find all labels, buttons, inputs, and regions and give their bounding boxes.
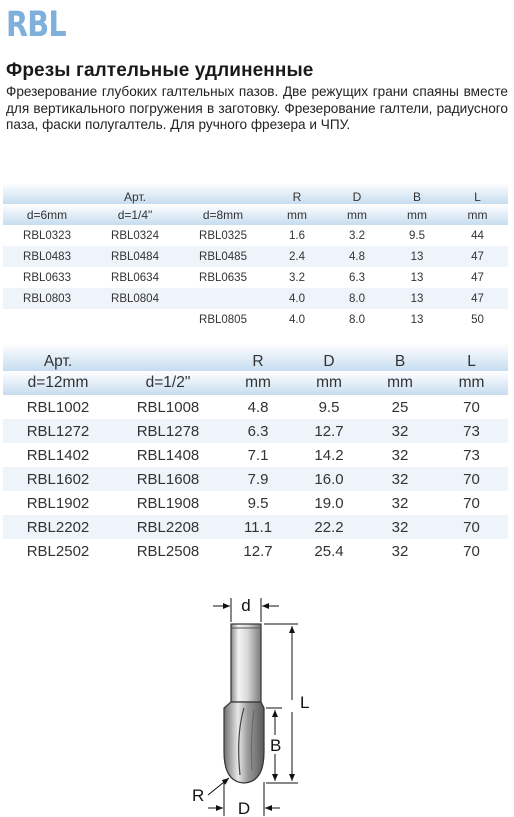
table-cell: RBL0485 — [179, 246, 267, 267]
table-cell: 4.0 — [289, 313, 305, 326]
header-L: L — [447, 183, 508, 204]
table-cell: RBL2202 — [3, 515, 113, 539]
dimension-L — [264, 624, 309, 783]
table-cell: 9.5 — [318, 398, 340, 416]
table-cell: 9.5 — [409, 229, 425, 242]
table-cell: 32 — [391, 446, 409, 464]
shank-shape — [231, 624, 261, 702]
table-cell: 32 — [365, 419, 435, 443]
table-cell: 47 — [447, 246, 508, 267]
table-cell: 13 — [410, 271, 424, 284]
table-cell: RBL0323 — [23, 229, 71, 242]
table-cell: RBL1278 — [113, 419, 223, 443]
table-cell: 70 — [463, 542, 480, 560]
table-cell: RBL0805 — [199, 313, 247, 326]
table-cell: RBL1602 — [3, 467, 113, 491]
table-cell: RBL1008 — [136, 398, 200, 416]
table-cell: RBL1408 — [136, 446, 200, 464]
table-cell: 2.4 — [267, 246, 327, 267]
unit-cell: mm — [293, 371, 365, 395]
header-R: R — [267, 183, 327, 204]
dimension-D — [208, 782, 280, 817]
table-cell: 47 — [471, 271, 484, 284]
unit-cell: mm — [267, 204, 327, 225]
header-d12: d=12mm — [3, 371, 113, 395]
label-d: d — [241, 596, 251, 615]
table-cell: RBL1402 — [26, 446, 90, 464]
table-cell: RBL0324 — [111, 229, 159, 242]
table-cell: 70 — [435, 515, 508, 539]
table-cell: RBL0633 — [23, 271, 71, 284]
dimension-B — [266, 708, 282, 781]
label-B: B — [270, 736, 282, 755]
table-cell: RBL0325 — [199, 229, 247, 242]
table-cell: 3.2 — [349, 229, 365, 242]
table-cell: RBL2502 — [26, 542, 90, 560]
unit-cell: mm — [447, 204, 508, 225]
product-description: Фрезерование глубоких галтельных пазов. Две режущих грани спаяны вместе для вертикального погружения в заготовку. Фрезерование галтели, радиусного паза, фаски полугалтель. Для ручного фрезера и ЧПУ. — [6, 84, 508, 132]
table-cell: 7.9 — [223, 467, 293, 491]
header-D: D — [327, 183, 387, 204]
table-cell: 4.8 — [327, 246, 387, 267]
table-cell: 73 — [435, 419, 508, 443]
table-cell: RBL1908 — [136, 494, 200, 512]
dimension-d — [213, 596, 279, 622]
table-cell: RBL0635 — [199, 271, 247, 284]
table-cell: 25 — [391, 398, 409, 416]
table-cell: 22.2 — [293, 515, 365, 539]
label-L: L — [300, 693, 310, 712]
page-title: Фрезы галтельные удлиненные — [6, 60, 314, 81]
table-cell: RBL0634 — [111, 271, 159, 284]
dimension-R — [192, 778, 229, 805]
table-cell: 32 — [391, 542, 409, 560]
table-cell: 13 — [387, 288, 447, 309]
table-cell: 13 — [387, 246, 447, 267]
unit-cell: mm — [387, 204, 447, 225]
label-D: D — [237, 799, 251, 817]
header-B: B — [387, 183, 447, 204]
table-cell: 16.0 — [293, 467, 365, 491]
table-cell: 32 — [365, 467, 435, 491]
table-cell: 12.7 — [293, 419, 365, 443]
art-label: Арт. — [3, 343, 113, 371]
table-cell: 6.3 — [223, 419, 293, 443]
header-D: D — [293, 343, 365, 371]
table-cell: RBL0804 — [91, 288, 179, 309]
table-cell: 73 — [463, 446, 480, 464]
header-d14: d=1/4" — [91, 204, 179, 225]
table-cell: 13 — [410, 313, 424, 326]
table-cell: RBL0484 — [91, 246, 179, 267]
unit-cell: mm — [327, 204, 387, 225]
table-cell: 44 — [471, 229, 484, 242]
header-L: L — [435, 343, 508, 371]
table-cell: RBL1608 — [113, 467, 223, 491]
art-label: Арт. — [91, 183, 179, 204]
table-cell: 50 — [471, 313, 484, 326]
table-cell: 47 — [447, 288, 508, 309]
table-cell: 4.8 — [247, 398, 269, 416]
table-cell: RBL2208 — [113, 515, 223, 539]
header-B: B — [365, 343, 435, 371]
table-cell: RBL1902 — [26, 494, 90, 512]
header-d8: d=8mm — [179, 204, 267, 225]
table-cell: 19.0 — [314, 494, 344, 512]
unit-cell: mm — [365, 371, 435, 395]
table-cell: 9.5 — [247, 494, 269, 512]
table-cell: 32 — [365, 515, 435, 539]
table-cell: 8.0 — [349, 313, 365, 326]
table-cell: 14.2 — [314, 446, 344, 464]
table-cell: 6.3 — [349, 271, 365, 284]
table-cell: 1.6 — [289, 229, 305, 242]
header-R: R — [223, 343, 293, 371]
table-cell: 70 — [463, 398, 480, 416]
table-cell: RBL2508 — [136, 542, 200, 560]
table-cell: 25.4 — [314, 542, 344, 560]
table-cell: 12.7 — [243, 542, 273, 560]
unit-cell: mm — [223, 371, 293, 395]
table-cell: 7.1 — [247, 446, 269, 464]
cutter-head-shape — [224, 702, 264, 783]
label-R: R — [192, 786, 205, 805]
table-cell: RBL1002 — [26, 398, 90, 416]
table-cell: 70 — [463, 494, 480, 512]
table-cell: 11.1 — [223, 515, 293, 539]
table-cell: RBL0803 — [3, 288, 91, 309]
brand-logo: RBL — [6, 5, 66, 45]
table-cell: 8.0 — [327, 288, 387, 309]
table-cell: 3.2 — [289, 271, 305, 284]
table-cell: RBL1272 — [3, 419, 113, 443]
table-cell: RBL0483 — [3, 246, 91, 267]
unit-cell: mm — [435, 371, 508, 395]
table-cell: 32 — [391, 494, 409, 512]
header-d12in: d=1/2" — [113, 371, 223, 395]
table-cell: 4.0 — [267, 288, 327, 309]
table-cell: 70 — [435, 467, 508, 491]
header-d6: d=6mm — [3, 204, 91, 225]
